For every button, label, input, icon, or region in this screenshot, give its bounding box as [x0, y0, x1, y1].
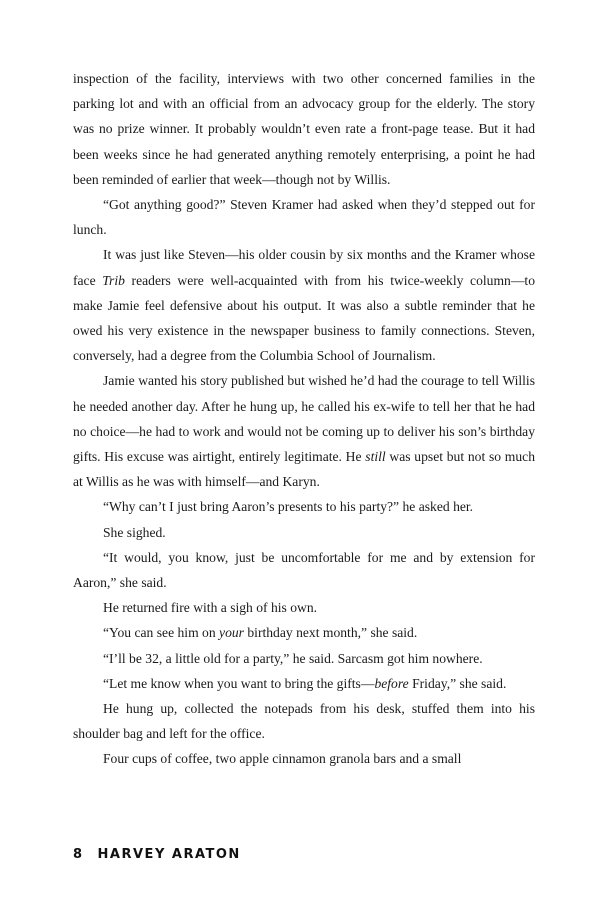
text-run: Friday,” she said. — [408, 675, 507, 691]
text-run: Jamie wanted his story published but wished he’d had the courage to tell Willis he needed another day. After he hung up, he called his ex-wife to tell her that he had no choice—he had to work and would not be coming up to deliver his son’s birthday gifts. His excuse was airtight, entirely legitimate. He — [73, 373, 535, 465]
text-run: “Got anything good?” Steven Kramer had asked when they’d stepped out for lunch. — [73, 197, 535, 238]
italic-text: still — [365, 449, 386, 465]
text-run: birthday next month,” she said. — [243, 625, 418, 641]
paragraph — [73, 494, 535, 519]
text-run: “I’ll be 32, a little old for a party,” he said. Sarcasm got him nowhere. — [103, 650, 483, 666]
text-run: inspection of the facility, interviews with two other concerned families in the parking lot and with an official from an advocacy group for the elderly. The story was no prize winner. It probably wouldn’t even rate a front-page tease. But it had been weeks since he had generated anything remotely enterprising, a point he had been reminded of earlier that week—though not by Willis. — [73, 71, 535, 187]
text-run: “Let me know when you want to bring the gifts— — [103, 675, 375, 691]
page-number: 8 — [73, 847, 84, 862]
text-run: It was just like Steven—his older cousin by six months and the Kramer whose face — [73, 247, 535, 288]
italic-text: before — [374, 675, 409, 691]
paragraph — [73, 520, 535, 545]
text-run: He returned fire with a sigh of his own. — [103, 600, 318, 616]
text-run: was upset but not so much at Willis as he was with himself—and Karyn. — [73, 449, 535, 490]
paragraph — [73, 242, 535, 368]
paragraph — [73, 66, 535, 192]
paragraph — [73, 620, 535, 645]
running-head-author: HARVEY ARATON — [97, 847, 241, 862]
page-body — [73, 66, 535, 772]
text-run: She sighed. — [103, 524, 166, 540]
paragraph — [73, 595, 535, 620]
page-footer — [73, 847, 241, 862]
paragraph — [73, 192, 535, 242]
paragraph — [73, 696, 535, 746]
paragraph — [73, 545, 535, 595]
paragraph — [73, 368, 535, 494]
text-run: Four cups of coffee, two apple cinnamon granola bars and a small — [103, 751, 462, 767]
text-run: He hung up, collected the notepads from his desk, stuffed them into his shoulder bag and left for the office. — [73, 701, 535, 742]
italic-text: Trib — [102, 272, 125, 288]
paragraph — [73, 671, 535, 696]
text-run: “It would, you know, just be uncomfortable for me and by extension for Aaron,” she said. — [73, 549, 535, 591]
paragraph — [73, 746, 535, 771]
italic-text: your — [219, 625, 244, 641]
text-run: “Why can’t I just bring Aaron’s presents to his party?” he asked her. — [103, 499, 474, 515]
paragraph — [73, 646, 535, 671]
text-run: readers were well-acquainted with from his twice-weekly column—to make Jamie feel defensive about his output. It was also a subtle reminder that he owed his very existence in the newspaper business to family connections. Steven, conversely, had a degree from the Columbia School of Journalism. — [73, 272, 535, 364]
text-run: “You can see him on — [103, 625, 220, 641]
